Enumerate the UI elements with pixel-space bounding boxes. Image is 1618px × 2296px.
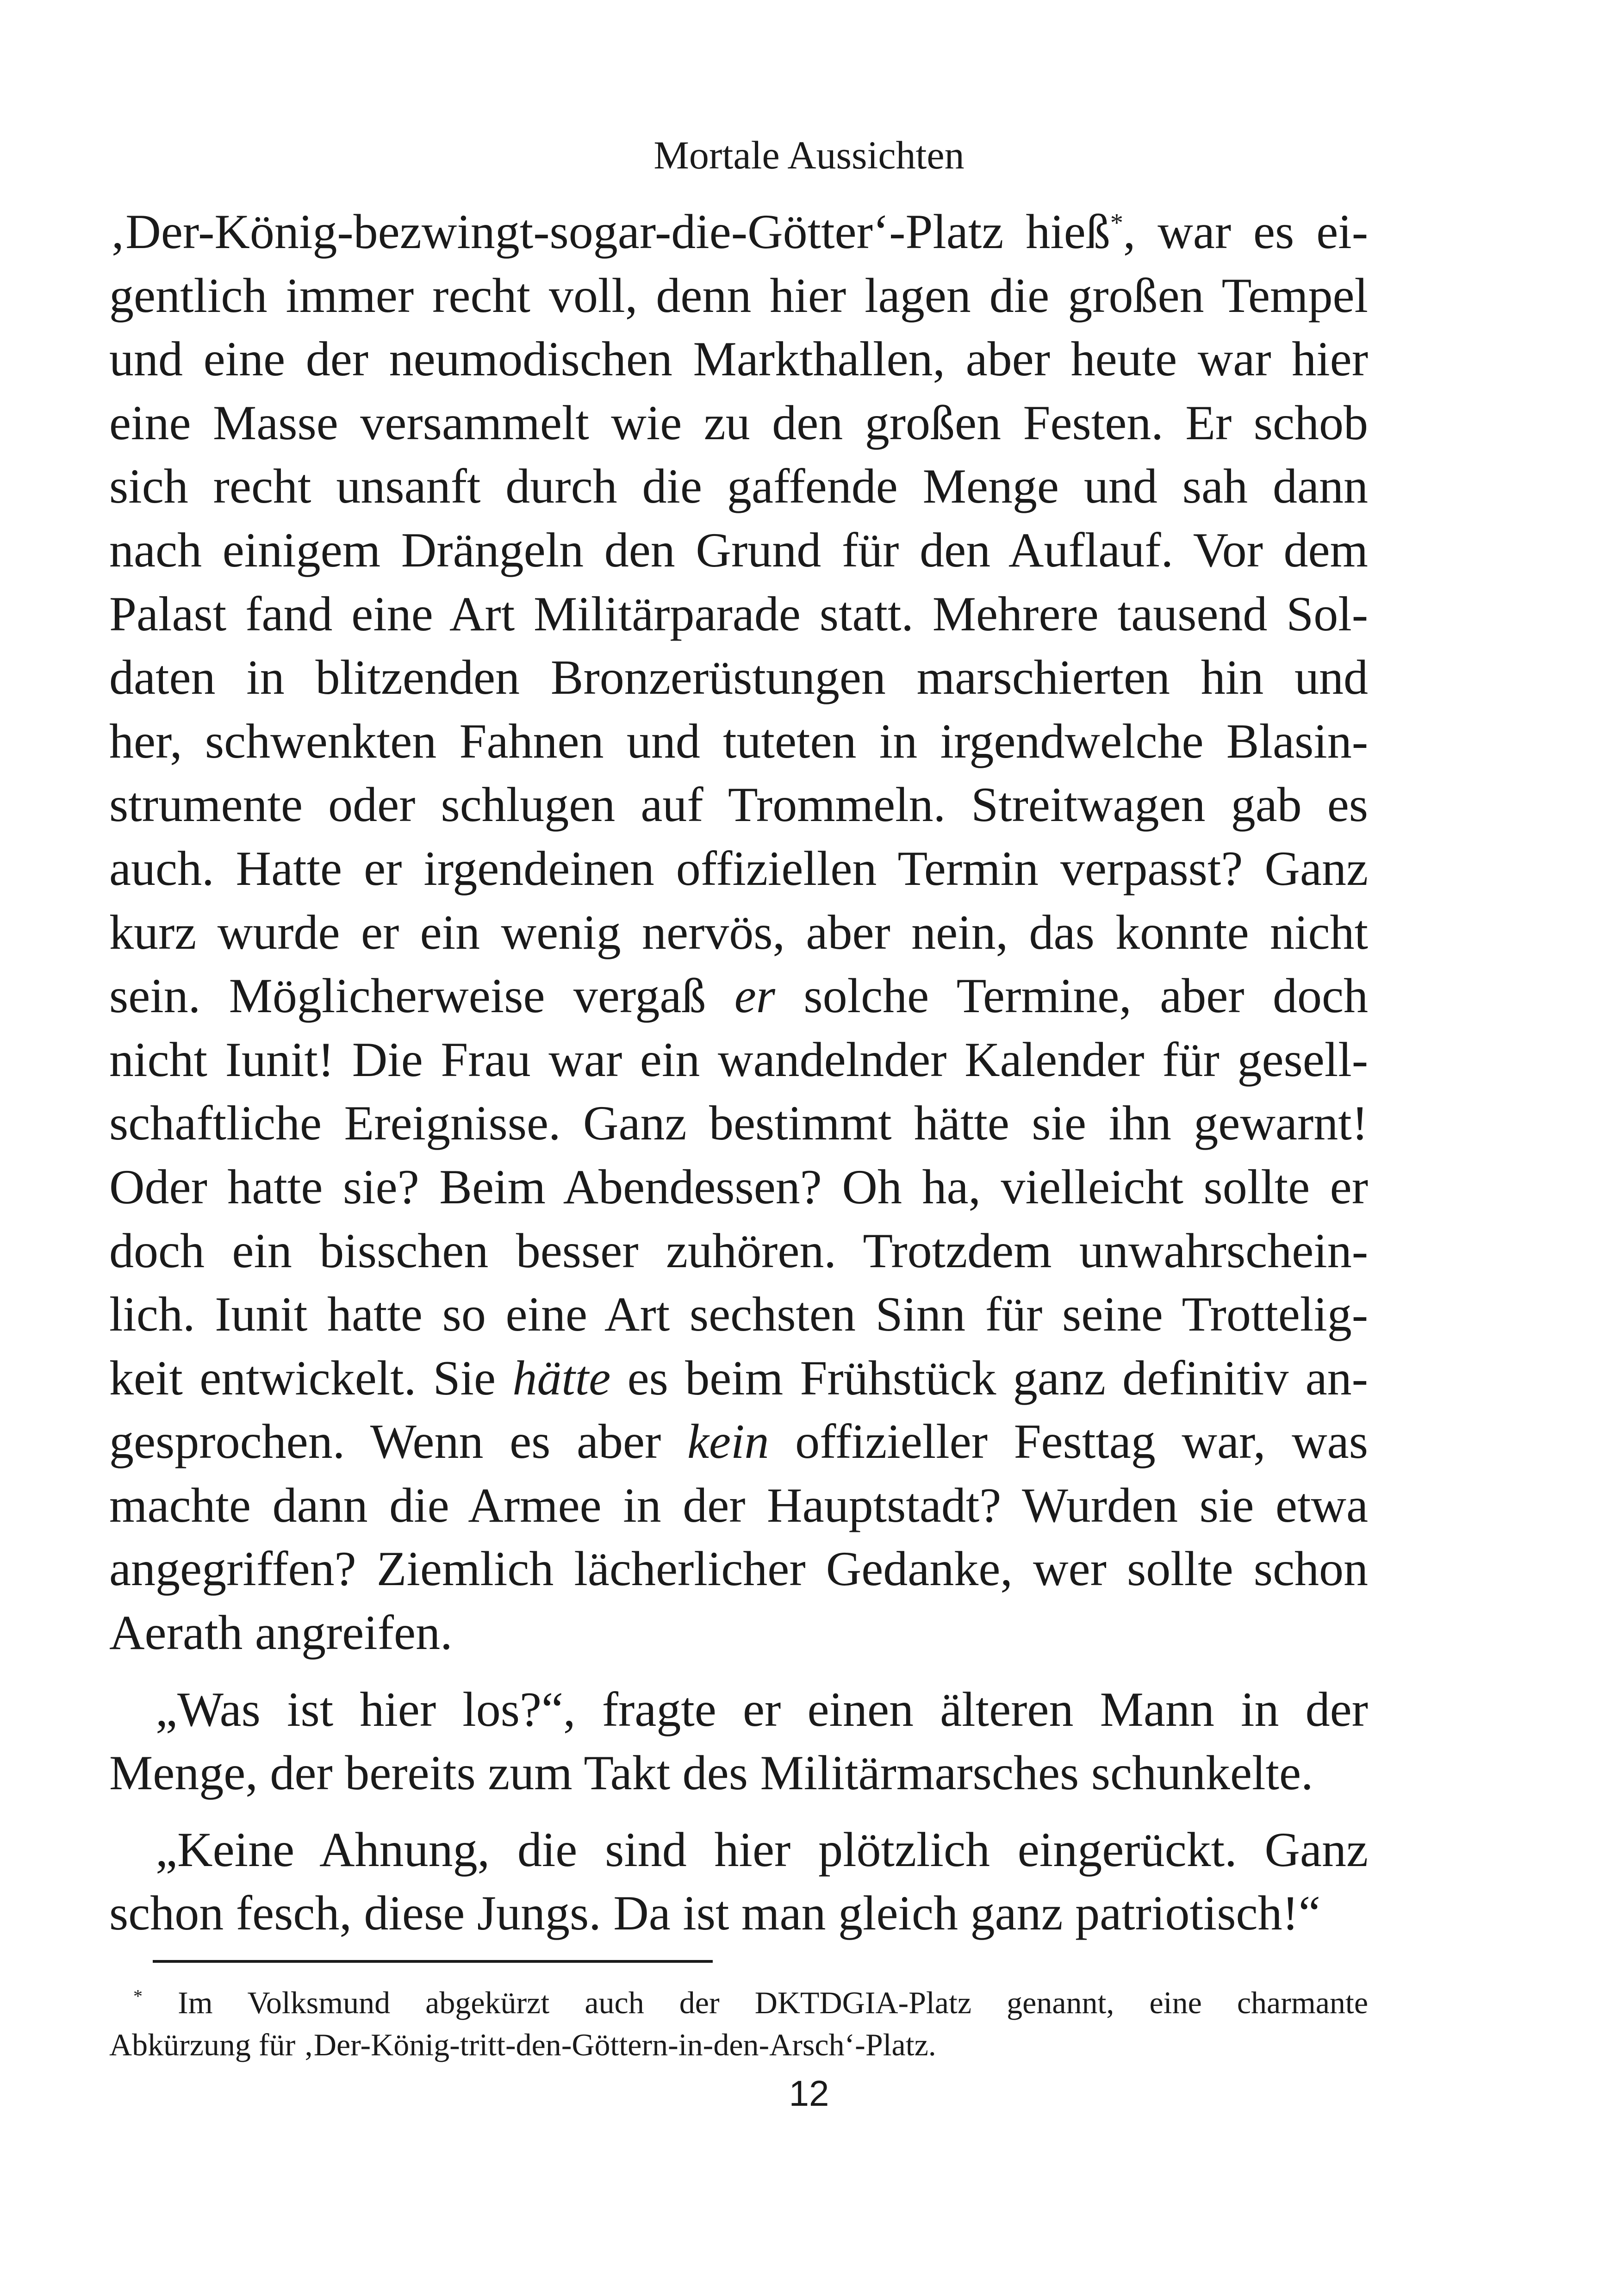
dialogue-line: schon fesch, diese Jungs. Da ist man gleich ganz patriotisch!“ bbox=[109, 1886, 1320, 1941]
text-segment: es beim Frühstück ganz definitiv an- bbox=[610, 1350, 1368, 1405]
text-segment: keit entwickelt. Sie bbox=[109, 1350, 513, 1405]
text-line: nicht Iunit! Die Frau war ein wandelnder Kalender für gesell- bbox=[109, 1032, 1368, 1087]
text-line: und eine der neumodischen Markthallen, aber heute war hier bbox=[109, 332, 1368, 386]
text-line: doch ein bisschen besser zuhören. Trotzdem unwahrschein- bbox=[109, 1223, 1368, 1278]
text-line bbox=[109, 200, 1368, 264]
text-line: kurz wurde er ein wenig nervös, aber nein, das konnte nicht bbox=[109, 905, 1368, 959]
footnote-marker[interactable]: * bbox=[1110, 208, 1123, 237]
emphasis: kein bbox=[687, 1414, 769, 1469]
text-line bbox=[109, 1346, 1368, 1410]
text-line: Oder hatte sie? Beim Abendessen? Oh ha, vielleicht sollte er bbox=[109, 1159, 1368, 1214]
footnote-marker: * bbox=[133, 1985, 143, 2007]
text-line: nach einigem Drängeln den Grund für den Auflauf. Vor dem bbox=[109, 523, 1368, 577]
dialogue-line: Menge, der bereits zum Takt des Militärmarsches schunkelte. bbox=[109, 1746, 1313, 1800]
text-segment: offizieller Festtag war, was bbox=[769, 1414, 1368, 1469]
text-line: Aerath angreifen. bbox=[109, 1605, 453, 1660]
text-line: strumente oder schlugen auf Trommeln. Streitwagen gab es bbox=[109, 778, 1368, 832]
text-line: gentlich immer recht voll, denn hier lagen die großen Tempel bbox=[109, 268, 1368, 323]
text-line: schaftliche Ereignisse. Ganz bestimmt hätte sie ihn gewarnt! bbox=[109, 1096, 1368, 1151]
text-line: machte dann die Armee in der Hauptstadt? Wurden sie etwa bbox=[109, 1478, 1368, 1532]
text-line: daten in blitzenden Bronzerüstungen marschierten hin und bbox=[109, 650, 1368, 705]
text-segment: ‚Der-König-bezwingt-sogar-die-Götter‘-Platz hieß bbox=[109, 205, 1110, 259]
text-line: angegriffen? Ziemlich lächerlicher Gedanke, wer sollte schon bbox=[109, 1542, 1368, 1596]
text-segment: sein. Möglicherweise vergaß bbox=[109, 969, 734, 1023]
text-line bbox=[109, 964, 1368, 1028]
text-line: sich recht unsanft durch die gaffende Menge und sah dann bbox=[109, 459, 1368, 514]
text-line: Palast fand eine Art Militärparade statt. Mehrere tausend Sol- bbox=[109, 586, 1368, 641]
dialogue-line: „Keine Ahnung, die sind hier plötzlich eingerückt. Ganz bbox=[156, 1822, 1368, 1877]
footnote bbox=[109, 1982, 1368, 2066]
page-number: 12 bbox=[789, 2073, 829, 2114]
emphasis: er bbox=[734, 969, 776, 1023]
text-segment: solche Termine, aber doch bbox=[775, 969, 1368, 1023]
text-line: lich. Iunit hatte so eine Art sechsten Sinn für seine Trottelig- bbox=[109, 1287, 1368, 1342]
text-segment: Im Volksmund abgekürzt auch der DKTDGIA-Platz genannt, eine charmante bbox=[143, 1985, 1368, 2020]
running-head: Mortale Aussichten bbox=[653, 133, 965, 177]
footnote-divider bbox=[153, 1960, 713, 1963]
text-line: auch. Hatte er irgendeinen offiziellen Termin verpasst? Ganz bbox=[109, 841, 1368, 896]
text-line: eine Masse versammelt wie zu den großen Festen. Er schob bbox=[109, 395, 1368, 450]
text-segment: gesprochen. Wenn es aber bbox=[109, 1414, 687, 1469]
dialogue-line: „Was ist hier los?“, fragte er einen älteren Mann in der bbox=[156, 1682, 1368, 1736]
body-text bbox=[109, 200, 1368, 1945]
text-line bbox=[109, 1410, 1368, 1474]
emphasis: hätte bbox=[512, 1350, 611, 1405]
text-line: her, schwenkten Fahnen und tuteten in irgendwelche Blasin- bbox=[109, 714, 1368, 768]
footnote-line: Abkürzung für ‚Der-König-tritt-den-Göttern-in-den-Arsch‘-Platz. bbox=[109, 2027, 936, 2062]
footnote-line bbox=[109, 1982, 1368, 2024]
text-segment: , war es ei- bbox=[1123, 205, 1368, 259]
